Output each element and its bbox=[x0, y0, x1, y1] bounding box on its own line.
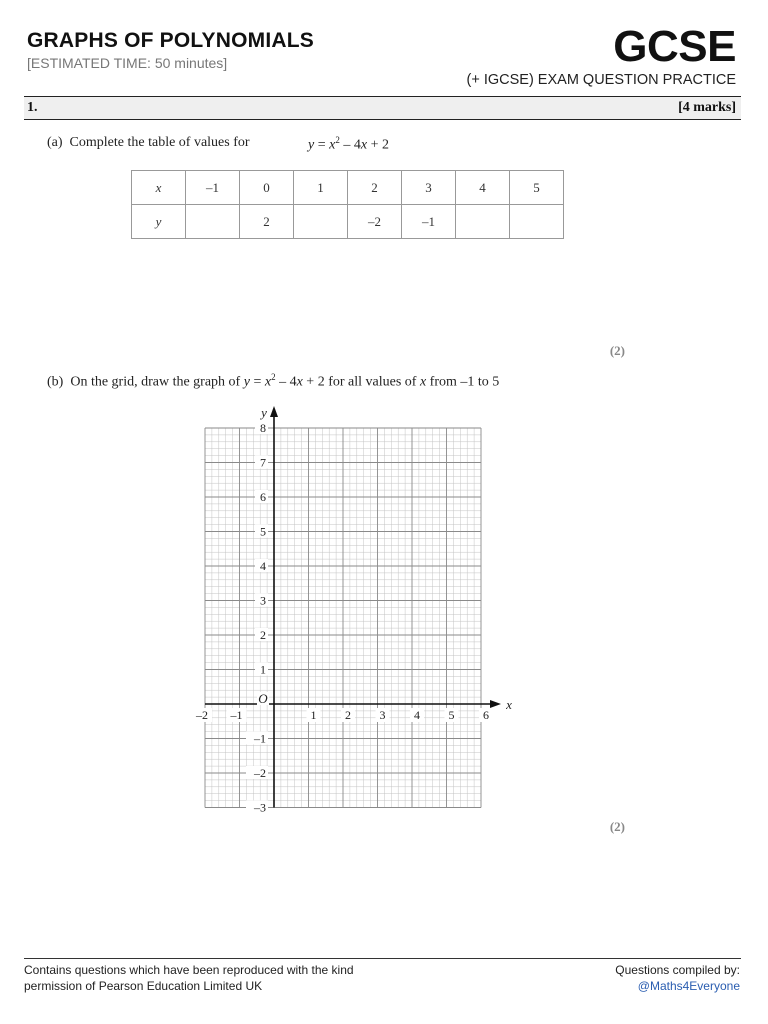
y-tick-label: –3 bbox=[254, 800, 266, 815]
eq-tail: + 2 bbox=[367, 137, 389, 153]
part-b-prompt: (b) On the grid, draw the graph of $y = x^2 - 4x + 2$ for all values of x from –1 to 5 bbox=[47, 372, 500, 390]
table-x-cell: 5 bbox=[510, 171, 564, 205]
table-y-cell: –2 bbox=[348, 205, 402, 239]
y-tick-label: 8 bbox=[260, 421, 266, 435]
table-y-cell[interactable] bbox=[510, 205, 564, 239]
table-x-cell: –1 bbox=[186, 171, 240, 205]
worksheet-subtitle: (+ IGCSE) EXAM QUESTION PRACTICE bbox=[466, 72, 736, 88]
y-tick-label: 5 bbox=[260, 524, 266, 539]
table-x-cell: 4 bbox=[456, 171, 510, 205]
part-a-label: (a) bbox=[47, 135, 63, 150]
part-a-equation: $y = x^2 - 4x + 2$ bbox=[308, 135, 389, 153]
y-tick-label: 2 bbox=[260, 628, 266, 642]
question-marks: [4 marks] bbox=[678, 100, 736, 115]
x-axis-arrow bbox=[490, 700, 501, 708]
table-y-cell[interactable] bbox=[186, 205, 240, 239]
origin-label: O bbox=[258, 691, 268, 706]
x-tick-label: 6 bbox=[483, 708, 489, 722]
table-y-cell[interactable] bbox=[456, 205, 510, 239]
eq-rest: – 4 bbox=[339, 137, 361, 153]
y-axis-arrow bbox=[270, 406, 278, 417]
table-row-y bbox=[132, 205, 564, 239]
footer-divider bbox=[24, 958, 741, 959]
brand-gcse: GCSE bbox=[613, 22, 736, 71]
part-b-text-from: from –1 to 5 bbox=[429, 374, 500, 390]
x-tick-label: 1 bbox=[310, 708, 317, 722]
table-row-x bbox=[132, 171, 564, 205]
eq-y: y bbox=[308, 137, 315, 153]
x-tick-label: 3 bbox=[379, 708, 386, 722]
part-b-label: (b) bbox=[47, 374, 64, 390]
footer-credit bbox=[24, 963, 354, 994]
y-tick-label: 4 bbox=[260, 559, 266, 573]
x-tick-label: 5 bbox=[448, 708, 455, 722]
y-tick-label: 7 bbox=[260, 455, 266, 470]
table-y-label: y bbox=[132, 205, 186, 239]
part-b-marks: (2) bbox=[609, 819, 625, 834]
y-tick-label: 3 bbox=[260, 593, 266, 608]
table-y-cell: –1 bbox=[402, 205, 456, 239]
part-b-text-after: for all values of bbox=[328, 374, 417, 390]
eq-x2: x bbox=[360, 137, 368, 153]
table-y-cell[interactable] bbox=[294, 205, 348, 239]
y-tick-label: –2 bbox=[254, 766, 266, 780]
eq-tail: + 2 bbox=[302, 374, 325, 390]
x-axis-label: x bbox=[506, 697, 512, 712]
eq-x2: x bbox=[296, 374, 303, 390]
x-tick-label: –2 bbox=[196, 708, 208, 722]
axes bbox=[205, 406, 501, 808]
table-x-cell: 2 bbox=[348, 171, 402, 205]
table-y-cell: 2 bbox=[240, 205, 294, 239]
footer-left-line2: permission of Pearson Education Limited UK bbox=[24, 978, 263, 993]
question-header-bar bbox=[24, 96, 741, 120]
x-tick-label: –1 bbox=[230, 708, 243, 722]
eq-rest: – 4 bbox=[275, 374, 297, 390]
y-tick-label: 1 bbox=[260, 662, 266, 677]
values-table bbox=[131, 170, 564, 239]
footer-handle-link[interactable]: @Maths4Everyone bbox=[637, 978, 740, 993]
footer-author bbox=[615, 963, 740, 994]
tick-labels bbox=[192, 405, 512, 815]
y-tick-label: –1 bbox=[254, 731, 266, 746]
eq-y: y bbox=[243, 374, 250, 390]
eq-power: 2 bbox=[335, 135, 340, 145]
part-a-text: Complete the table of values for bbox=[69, 135, 250, 150]
eq-x: x bbox=[419, 374, 427, 390]
eq-x: x bbox=[264, 374, 272, 390]
y-axis-label: y bbox=[261, 405, 267, 420]
part-a-prompt bbox=[47, 135, 250, 151]
answer-grid[interactable] bbox=[190, 402, 530, 822]
footer-left-line1: Contains questions which have been reproduced with the kind bbox=[24, 963, 354, 977]
table-x-label: x bbox=[132, 171, 186, 205]
part-b-text: On the grid, draw the graph of bbox=[70, 374, 241, 390]
worksheet-title: GRAPHS OF POLYNOMIALS bbox=[27, 29, 314, 52]
table-x-cell: 3 bbox=[402, 171, 456, 205]
question-number: 1. bbox=[27, 100, 38, 115]
eq-power: 2 bbox=[271, 372, 276, 382]
x-tick-label: 2 bbox=[345, 708, 351, 722]
table-x-cell: 0 bbox=[240, 171, 294, 205]
x-tick-label: 4 bbox=[414, 708, 420, 722]
estimated-time: [ESTIMATED TIME: 50 minutes] bbox=[27, 55, 228, 71]
y-tick-label: 6 bbox=[260, 490, 266, 504]
footer-right-line1: Questions compiled by: bbox=[615, 963, 740, 977]
eq-x: x bbox=[329, 137, 336, 153]
table-x-cell: 1 bbox=[294, 171, 348, 205]
part-a-marks: (2) bbox=[609, 343, 625, 358]
